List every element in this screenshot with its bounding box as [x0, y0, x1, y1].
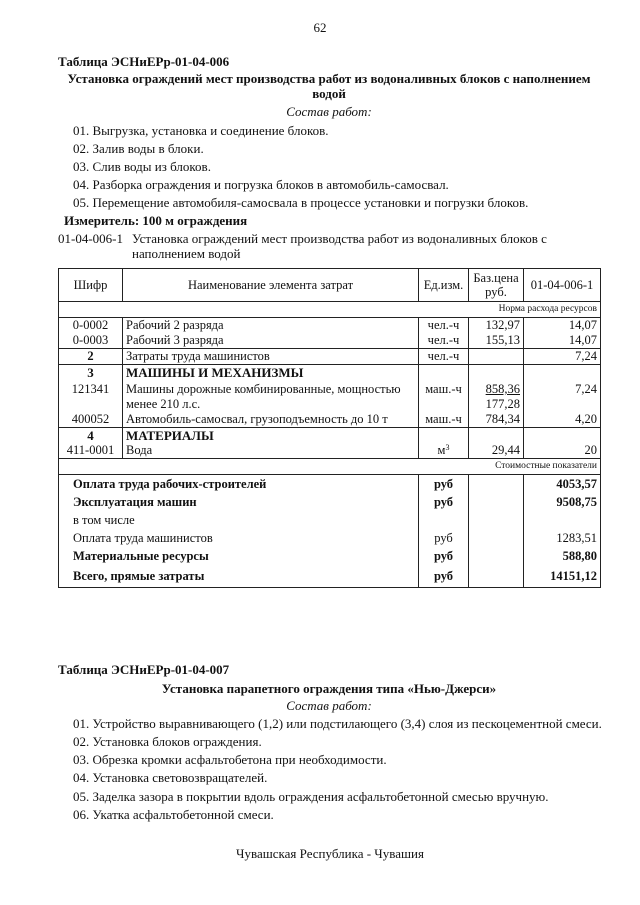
resource-table [58, 268, 601, 588]
page-number: 62 [313, 20, 327, 35]
table1-composition-heading: Состав работ: [286, 104, 372, 119]
total-value: 1283,51 [524, 529, 601, 547]
total-unit: руб [419, 547, 469, 565]
table2-step: 01. Устройство выравнивающего (1,2) или подстилающего (3,4) слоя из пескоцементной смеси. [73, 716, 602, 731]
table-row [59, 443, 601, 459]
table1-item-desc-line1: Установка ограждений мест производства работ из водоналивных блоков с [132, 231, 547, 246]
row-value: 14,07 [524, 333, 601, 349]
total-unit: руб [419, 493, 469, 511]
total-value [524, 511, 601, 529]
row-name: МАШИНЫ И МЕХАНИЗМЫ [123, 365, 419, 381]
total-blank [469, 529, 524, 547]
row-price [469, 349, 524, 365]
table-row [59, 318, 601, 334]
row-price [469, 380, 524, 412]
header-code: Шифр [59, 269, 123, 302]
row-unit-text: м [437, 443, 446, 457]
row-name-line2: менее 210 л.с. [126, 397, 201, 411]
row-code: 0-0003 [59, 333, 123, 349]
table-row [59, 412, 601, 428]
table2-step: 03. Обрезка кромки асфальтобетона при необходимости. [73, 752, 387, 767]
total-unit: руб [419, 529, 469, 547]
row-price: 132,97 [469, 318, 524, 334]
row-code: 411-0001 [59, 443, 123, 459]
row-code: 4 [59, 428, 123, 444]
row-price-line1: 858,36 [485, 382, 520, 396]
row-name: МАТЕРИАЛЫ [123, 428, 419, 444]
table1-step: 03. Слив воды из блоков. [73, 159, 211, 174]
row-price [469, 365, 524, 381]
table-row [59, 428, 601, 444]
row-unit: маш.-ч [419, 412, 469, 428]
row-name: Автомобиль-самосвал, грузоподъемность до 10 т [123, 412, 419, 428]
total-unit: руб [419, 475, 469, 494]
total-name: Оплата труда машинистов [59, 529, 419, 547]
table1-measure: Измеритель: 100 м ограждения [64, 213, 248, 228]
table2-title: Установка парапетного ограждения типа «Нью-Джерси» [161, 681, 497, 696]
table-header-row [59, 269, 601, 302]
row-unit: чел.-ч [419, 349, 469, 365]
row-name-line1: Машины дорожные комбинированные, мощностью [126, 382, 401, 396]
table1-step: 05. Перемещение автомобиля-самосвала в процессе установки и погрузки блоков. [73, 195, 529, 210]
total-blank [469, 547, 524, 565]
row-unit [419, 365, 469, 381]
total-blank [469, 565, 524, 588]
table2-code: Таблица ЭСНиЕРр-01-04-007 [58, 662, 230, 677]
norm-label-row [59, 302, 601, 318]
footer: Чувашская Республика - Чувашия [236, 846, 424, 861]
row-name: Затраты труда машинистов [123, 349, 419, 365]
header-base-price [469, 269, 524, 302]
total-name: в том числе [59, 511, 419, 529]
row-name: Рабочий 2 разряда [123, 318, 419, 334]
row-unit: маш.-ч [419, 380, 469, 412]
table1-title-line1: Установка ограждений мест производства работ из водоналивных блоков с наполнением [67, 71, 591, 86]
row-value: 7,24 [524, 380, 601, 412]
row-code: 0-0002 [59, 318, 123, 334]
total-row [59, 493, 601, 511]
total-blank [469, 493, 524, 511]
table2-step: 06. Укатка асфальтобетонной смеси. [73, 807, 274, 822]
header-base-price-line2: руб. [485, 285, 507, 299]
row-value: 14,07 [524, 318, 601, 334]
row-value [524, 365, 601, 381]
cost-label-row [59, 459, 601, 475]
table1-step: 02. Залив воды в блоки. [73, 141, 204, 156]
table1-step: 01. Выгрузка, установка и соединение блоков. [73, 123, 329, 138]
table2-composition-heading: Состав работ: [286, 698, 372, 713]
row-name: Рабочий 3 разряда [123, 333, 419, 349]
table1-item-code: 01-04-006-1 [58, 231, 123, 246]
table1-item-desc-line2: наполнением водой [132, 246, 241, 261]
header-unit: Ед.изм. [419, 269, 469, 302]
total-name: Эксплуатация машин [59, 493, 419, 511]
total-row [59, 547, 601, 565]
table2-step: 02. Установка блоков ограждения. [73, 734, 262, 749]
cost-label: Стоимостные показатели [59, 459, 601, 475]
row-code: 3 [59, 365, 123, 381]
row-name: Вода [123, 443, 419, 459]
total-blank [469, 475, 524, 494]
total-row [59, 529, 601, 547]
row-price: 155,13 [469, 333, 524, 349]
total-row [59, 565, 601, 588]
row-value: 20 [524, 443, 601, 459]
total-name: Всего, прямые затраты [59, 565, 419, 588]
table-row [59, 333, 601, 349]
total-value: 4053,57 [524, 475, 601, 494]
table-row [59, 349, 601, 365]
row-code: 121341 [59, 380, 123, 412]
row-value: 4,20 [524, 412, 601, 428]
row-price: 784,34 [469, 412, 524, 428]
row-price: 29,44 [469, 443, 524, 459]
row-value [524, 428, 601, 444]
row-unit [419, 428, 469, 444]
total-value: 588,80 [524, 547, 601, 565]
row-code: 2 [59, 349, 123, 365]
total-name: Материальные ресурсы [59, 547, 419, 565]
row-code: 400052 [59, 412, 123, 428]
total-unit [419, 511, 469, 529]
header-item: 01-04-006-1 [524, 269, 601, 302]
table1-title-line2: водой [312, 86, 346, 101]
total-row [59, 511, 601, 529]
table1-code: Таблица ЭСНиЕРр-01-04-006 [58, 54, 230, 69]
table-row [59, 365, 601, 381]
row-price-line2: 177,28 [485, 397, 520, 411]
norm-label: Норма расхода ресурсов [59, 302, 601, 318]
row-price [469, 428, 524, 444]
row-unit: чел.-ч [419, 333, 469, 349]
header-base-price-line1: Баз.цена [473, 271, 519, 285]
row-unit: чел.-ч [419, 318, 469, 334]
header-name: Наименование элемента затрат [123, 269, 419, 302]
total-row [59, 475, 601, 494]
total-name: Оплата труда рабочих-строителей [59, 475, 419, 494]
row-unit-sup: 3 [445, 443, 450, 452]
row-value: 7,24 [524, 349, 601, 365]
total-value: 9508,75 [524, 493, 601, 511]
total-blank [469, 511, 524, 529]
table1-step: 04. Разборка ограждения и погрузка блоков в автомобиль-самосвал. [73, 177, 449, 192]
total-unit: руб [419, 565, 469, 588]
total-value: 14151,12 [524, 565, 601, 588]
row-unit [419, 443, 469, 459]
row-name [123, 380, 419, 412]
table2-step: 05. Заделка зазора в покрытии вдоль ограждения асфальтобетонной смесью вручную. [73, 789, 549, 804]
table-row [59, 380, 601, 412]
table2-step: 04. Установка световозвращателей. [73, 770, 268, 785]
